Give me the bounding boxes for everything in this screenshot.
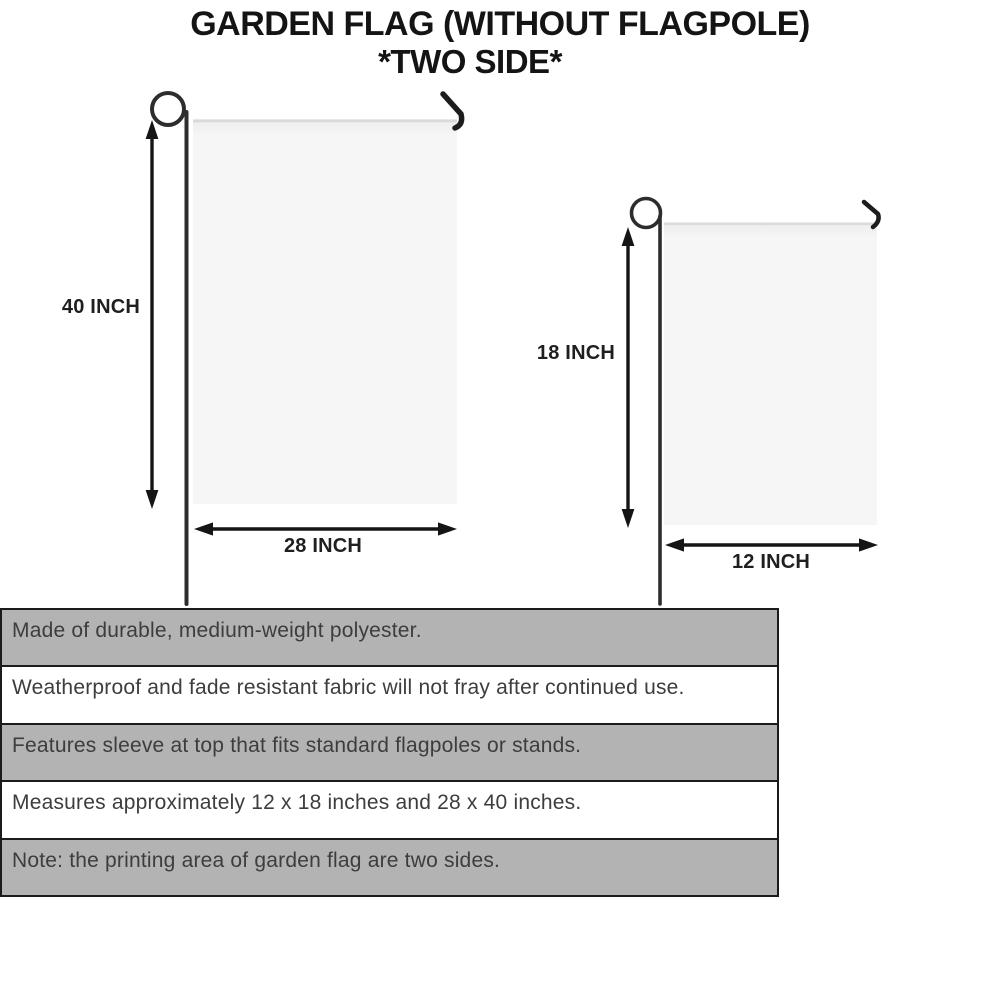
small-flag-pole-loop xyxy=(632,199,661,228)
feature-row-note: Note: the printing area of garden flag are two sides. xyxy=(2,840,777,895)
large-flag-hanger-hook-icon xyxy=(443,94,462,128)
large-flag-height-label: 40 INCH xyxy=(61,296,140,318)
large-flag-pole-loop xyxy=(152,93,184,125)
features-table xyxy=(0,608,779,897)
feature-row-sleeve: Features sleeve at top that fits standard flagpoles or stands. xyxy=(2,725,777,782)
large-flag-width-arrow xyxy=(194,522,457,535)
large-flag-height-arrow xyxy=(146,120,159,509)
small-flag-height-arrow xyxy=(622,227,635,528)
small-flag-height-label: 18 INCH xyxy=(536,342,615,364)
feature-row-measures: Measures approximately 12 x 18 inches and 28 x 40 inches. xyxy=(2,782,777,839)
feature-row-material: Made of durable, medium-weight polyester. xyxy=(2,610,777,667)
large-flag-width-label: 28 INCH xyxy=(283,535,363,557)
small-flag-width-label: 12 INCH xyxy=(731,551,811,573)
title-line-1: GARDEN FLAG (WITHOUT FLAGPOLE) xyxy=(190,5,810,43)
feature-row-weatherproof: Weatherproof and fade resistant fabric will not fray after continued use. xyxy=(2,667,777,724)
title-line-2: *TWO SIDE* xyxy=(378,43,562,80)
small-flag-width-arrow xyxy=(665,538,878,551)
